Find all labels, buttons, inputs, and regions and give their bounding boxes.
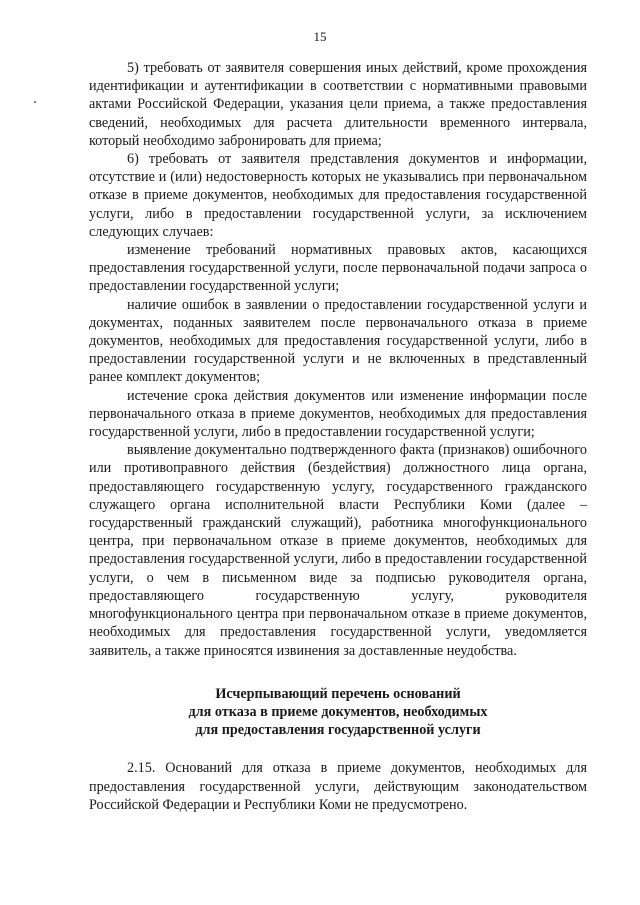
paragraph-item-6: 6) требовать от заявителя представления документов и информации, отсутствие и (или) недостоверность которых не указывались при первоначальном отказе в приеме документов, необходимых для предоставления государственной услуги, либо в предоставлении государственной услуги, за исключением следующих случаев: [89, 151, 587, 240]
paragraph-case-expiry: истечение срока действия документов или изменение информации после первоначального отказа в приеме документов, необходимых для предоставления государственной услуги, либо в предоставлении государственной услуги; [89, 387, 587, 441]
document-body [89, 59, 587, 814]
page-number: 15 [313, 29, 327, 44]
paragraph-2-15: 2.15. Оснований для отказа в приеме документов, необходимых для предоставления государственной услуги, действующим законодательством Российской Федерации и Республики Коми не предусмотрено. [89, 760, 587, 813]
heading-line-3: для предоставления государственной услуги [195, 722, 481, 739]
heading-line-2: для отказа в приеме документов, необходимых [188, 703, 488, 720]
section-heading [89, 685, 587, 740]
paragraph-case-errors: наличие ошибок в заявлении о предоставлении государственной услуги и документах, поданных заявителем после первоначального отказа в приеме документов, необходимых для предоставления государственной услуги, либо в предоставлении государственной услуги и не включенных в представленный ранее комплект документов; [89, 296, 587, 386]
paragraph-case-regulation-change: изменение требований нормативных правовых актов, касающихся предоставления государственной услуги, после первоначальной подачи запроса о предоставлении государственной услуги; [89, 242, 587, 295]
paragraph-case-wrongful-action: выявление документально подтвержденного факта (признаков) ошибочного или противоправного действия (бездействия) должностного лица органа, предоставляющего государственную услугу, государственного гражданского служащего органа исполнительной власти Республики Коми (далее – государственный гражданский служащий), работника многофункционального центра, при первоначальном отказе в приеме документов, необходимых для предоставления государственной услуги, либо в предоставлении государственной услуги, о чем в письменном виде за подписью руководителя органа, предоставляющего государственную услугу, руководителя многофункционального центра при первоначальном отказе в приеме документов, необходимых для предоставления государственной услуги, уведомляется заявитель, а также приносятся извинения за доставленные неудобства. [89, 442, 587, 659]
paragraph-item-5: 5) требовать от заявителя совершения иных действий, кроме прохождения идентификации и аутентификации в соответствии с нормативными правовыми актами Российской Федерации, указания цели приема, а также предоставления сведений, необходимых для расчета длительности временного интервала, который необходимо забронировать для приема; [89, 60, 587, 149]
heading-line-1: Исчерпывающий перечень оснований [215, 685, 461, 702]
scan-speck [34, 101, 36, 103]
